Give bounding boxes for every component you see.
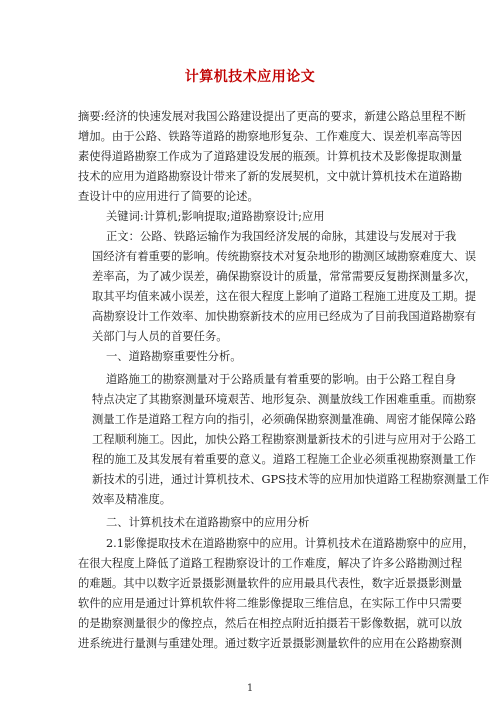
text-line: 技术的应用为道路勘察设计带来了新的发展契机，文中就计算机技术在道路勘 <box>78 170 463 183</box>
text-line: 的是勘察测量很少的像控点，然后在相控点附近拍摄若干影像数据，就可以放 <box>78 617 463 630</box>
text-line: 软件的应用是通过计算机软件将二维影像提取三维信息，在实际工作中只需要 <box>78 597 463 610</box>
text-line: 的难题。其中以数字近景摄影测量软件的应用最具代表性，数字近景摄影测量 <box>78 577 463 590</box>
text-line: 素使得道路勘察工作成为了道路建设发展的瓶颈。计算机技术及影像提取测量 <box>78 150 463 163</box>
text-line: 新技术的引进，通过计算机技术、GPS技术等的应用加快道路工程勘察测量工作 <box>92 473 490 486</box>
text-line: 效率及精准度。 <box>92 493 172 506</box>
text-line: 道路施工的勘察测量对于公路质量有着重要的影响。由于公路工程自身 <box>106 373 457 386</box>
text-line: 关键词:计算机;影响提取;道路勘察设计;应用 <box>106 210 325 223</box>
text-line: 摘要:经济的快速发展对我国公路建设提出了更高的要求，新建公路总里程不断 <box>78 110 466 123</box>
text-line: 高勘察设计工作效率、加快勘察新技术的应用已经成为了目前我国道路勘察有 <box>92 310 477 323</box>
text-line: 测量工作是道路工程方向的指引，必须确保勘察测量准确、周密才能保障公路 <box>92 413 477 426</box>
text-line: 进系统进行量测与重建处理。通过数字近景摄影测量软件的应用在公路勘察测 <box>78 637 463 650</box>
text-line: 差率高，为了减少误差，确保勘察设计的质量，常常需要反复勘探测量多次， <box>92 270 477 283</box>
text-line: 工程顺利施工。因此，加快公路工程勘察测量新技术的引进与应用对于公路工 <box>92 433 477 446</box>
text-line: 增加。由于公路、铁路等道路的勘察地形复杂、工作难度大、误差机率高等因 <box>78 130 463 143</box>
text-line: 特点决定了其勘察测量环境艰苦、地形复杂、测量放线工作困难重重。而勘察 <box>92 393 477 406</box>
text-line: 二、计算机技术在道路勘察中的应用分析 <box>106 516 310 529</box>
text-line: 一、道路勘察重要性分析。 <box>106 350 242 363</box>
text-line: 程的施工及其发展有着重要的意义。道路工程施工企业必须重视勘察测量工作 <box>92 453 477 466</box>
text-line: 查设计中的应用进行了简要的论述。 <box>78 190 259 203</box>
text-line: 2.1影像提取技术在道路勘察中的应用。计算机技术在道路勘察中的应用， <box>106 537 475 550</box>
text-line: 关部门与人员的首要任务。 <box>92 330 228 343</box>
page-number: 1 <box>246 683 254 694</box>
text-line: 国经济有着重要的影响。传统勘察技术对复杂地形的勘测区域勘察难度大、误 <box>92 250 477 263</box>
text-line: 取其平均值来减小误差，这在很大程度上影响了道路工程施工进度及工期。提 <box>92 290 477 303</box>
text-line: 正文：公路、铁路运输作为我国经济发展的命脉，其建设与发展对于我 <box>106 230 457 243</box>
document-title: 计算机技术应用论文 <box>184 69 316 85</box>
text-line: 在很大程度上降低了道路工程勘察设计的工作难度，解决了许多公路勘测过程 <box>78 557 463 570</box>
